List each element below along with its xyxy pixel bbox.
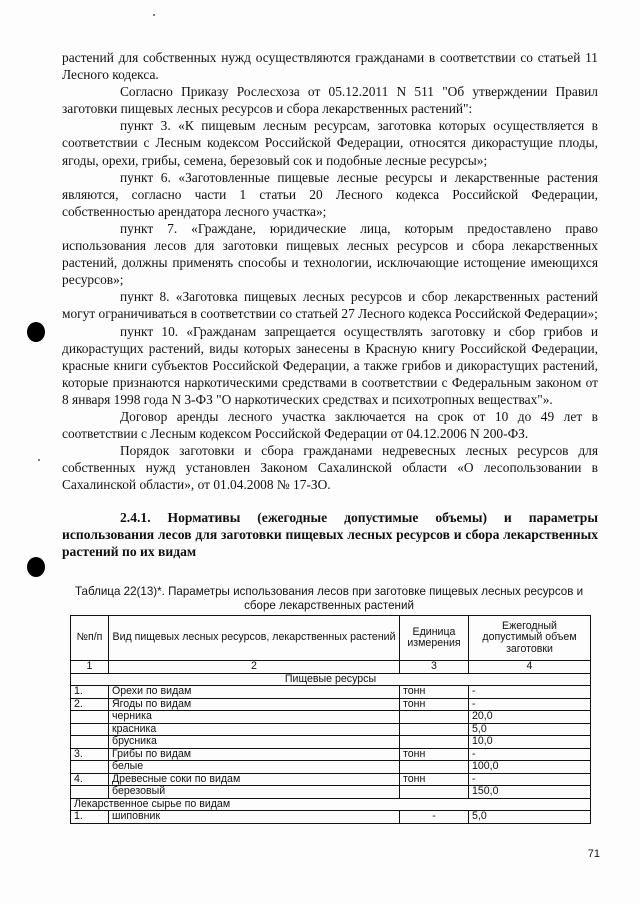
paragraph: пункт 3. «К пищевым лесным ресурсам, заготовка которых осуществляется в соответствии с Лесным кодексом Российской Федерации, относятся дикорастущие плоды, ягоды, орехи, грибы, семена, березовый сок и подобные лесные ресурсы»; <box>62 118 598 168</box>
table-row <box>71 811 591 824</box>
resource-name: березовый <box>109 786 400 799</box>
section-row <box>71 673 591 686</box>
resource-name: Орехи по видам <box>109 686 400 699</box>
volume: 10,0 <box>469 736 591 749</box>
volume: - <box>469 773 591 786</box>
row-number <box>71 723 109 736</box>
row-number <box>71 786 109 799</box>
table-row <box>71 786 591 799</box>
paragraph: Порядок заготовки и сбора гражданами недревесных лесных ресурсов для собственных нужд установлен Законом Сахалинской области «О лесопользовании в Сахалинской области», от 01.04.2008 № 17-ЗО. <box>62 443 598 493</box>
table-row <box>71 711 591 724</box>
row-number: 1. <box>71 686 109 699</box>
row-number <box>71 736 109 749</box>
volume: 5,0 <box>469 723 591 736</box>
row-number: 3. <box>71 748 109 761</box>
column-number: 3 <box>400 661 469 674</box>
resource-name: красника <box>109 723 400 736</box>
resource-name: Грибы по видам <box>109 748 400 761</box>
paragraph: пункт 8. «Заготовка пищевых лесных ресурсов и сбор лекарственных растений могут ограничиваться в соответствии со статьей 27 Лесного кодекса Российской Федерации»; <box>62 289 598 322</box>
row-number: 1. <box>71 811 109 824</box>
volume: - <box>469 686 591 699</box>
table-row <box>71 736 591 749</box>
unit <box>400 723 469 736</box>
resource-name: Ягоды по видам <box>109 698 400 711</box>
unit: тонн <box>400 698 469 711</box>
unit <box>400 711 469 724</box>
row-number <box>71 761 109 774</box>
paragraph: растений для собственных нужд осуществляются гражданами в соответствии со статьей 11 Лесного кодекса. <box>62 50 598 83</box>
table-row <box>71 761 591 774</box>
row-number: 2. <box>71 698 109 711</box>
unit <box>400 761 469 774</box>
resource-name: черника <box>109 711 400 724</box>
unit: тонн <box>400 686 469 699</box>
resource-name: брусника <box>109 736 400 749</box>
header-cell: Единица измерения <box>400 616 469 661</box>
header-cell: Ежегодный допустимый объем заготовки <box>469 616 591 661</box>
resource-name: белые <box>109 761 400 774</box>
page-number: 71 <box>587 848 600 860</box>
punch-hole-mark <box>27 322 45 342</box>
volume: 20,0 <box>469 711 591 724</box>
unit: тонн <box>400 748 469 761</box>
volume: - <box>469 698 591 711</box>
paragraph: Договор аренды лесного участка заключается на срок от 10 до 49 лет в соответствии с Лесным кодексом Российской Федерации от 04.12.2006 N 200-ФЗ. <box>62 408 598 442</box>
body-text <box>62 49 598 560</box>
paragraph: пункт 6. «Заготовленные пищевые лесные ресурсы и лекарственные растения являются, согласно части 1 статьи 20 Лесного кодекса Российской Федерации, собственностью арендатора лесного участка»; <box>62 169 598 219</box>
table-row <box>71 748 591 761</box>
scan-speck <box>153 14 155 16</box>
column-number: 1 <box>71 661 109 674</box>
parameters-table <box>70 615 591 824</box>
paragraph: пункт 10. «Гражданам запрещается осуществлять заготовку и сбор грибов и дикорастущих растений, виды которых занесены в Красную книгу Российской Федерации, красные книги субъектов Российской Федерации, а также грибов и дикорастущих растений, которые признаются наркотическими средствами в соответствии с Федеральным законом от 8 января 1998 года N 3-ФЗ "О наркотических средствах и психотропных веществах"». <box>62 323 598 407</box>
punch-hole-mark <box>27 557 45 577</box>
header-cell: №п/п <box>71 616 109 661</box>
table-row <box>71 698 591 711</box>
section-heading: 2.4.1. Нормативы (ежегодные допустимые объемы) и параметры использования лесов для заготовки пищевых лесных ресурсов и сбора лекарственных растений по их видам <box>62 510 598 560</box>
table-row <box>71 686 591 699</box>
unit: - <box>400 811 469 824</box>
table-row <box>71 723 591 736</box>
table-row <box>71 773 591 786</box>
volume: - <box>469 748 591 761</box>
header-cell: Вид пищевых лесных ресурсов, лекарственных растений <box>109 616 400 661</box>
section-row <box>71 798 591 811</box>
table-header-row <box>71 616 591 661</box>
section-food-label: Пищевые ресурсы <box>71 673 591 686</box>
column-number: 2 <box>109 661 400 674</box>
table-caption: Таблица 22(13)*. Параметры использования лесов при заготовке пищевых лесных ресурсов и сборе лекарственных растений <box>74 585 584 612</box>
unit <box>400 786 469 799</box>
volume: 100,0 <box>469 761 591 774</box>
resource-name: Древесные соки по видам <box>109 773 400 786</box>
scan-speck <box>38 459 40 461</box>
unit <box>400 736 469 749</box>
paragraph: пункт 7. «Граждане, юридические лица, которым предоставлено право использования лесов для заготовки пищевых лесных ресурсов и сбора лекарственных растений, должны применять способы и технологии, исключающие истощение имеющихся ресурсов»; <box>62 220 598 288</box>
section-medicinal-label: Лекарственное сырье по видам <box>71 798 591 811</box>
row-number: 4. <box>71 773 109 786</box>
resource-name: шиповник <box>109 811 400 824</box>
paragraph: Согласно Приказу Рослесхоза от 05.12.2011 N 511 "Об утверждении Правил заготовки пищевых лесных ресурсов и сбора лекарственных растений": <box>62 84 598 117</box>
row-number <box>71 711 109 724</box>
column-number: 4 <box>469 661 591 674</box>
unit: тонн <box>400 773 469 786</box>
column-number-row <box>71 661 591 674</box>
volume: 150,0 <box>469 786 591 799</box>
volume: 5,0 <box>469 811 591 824</box>
